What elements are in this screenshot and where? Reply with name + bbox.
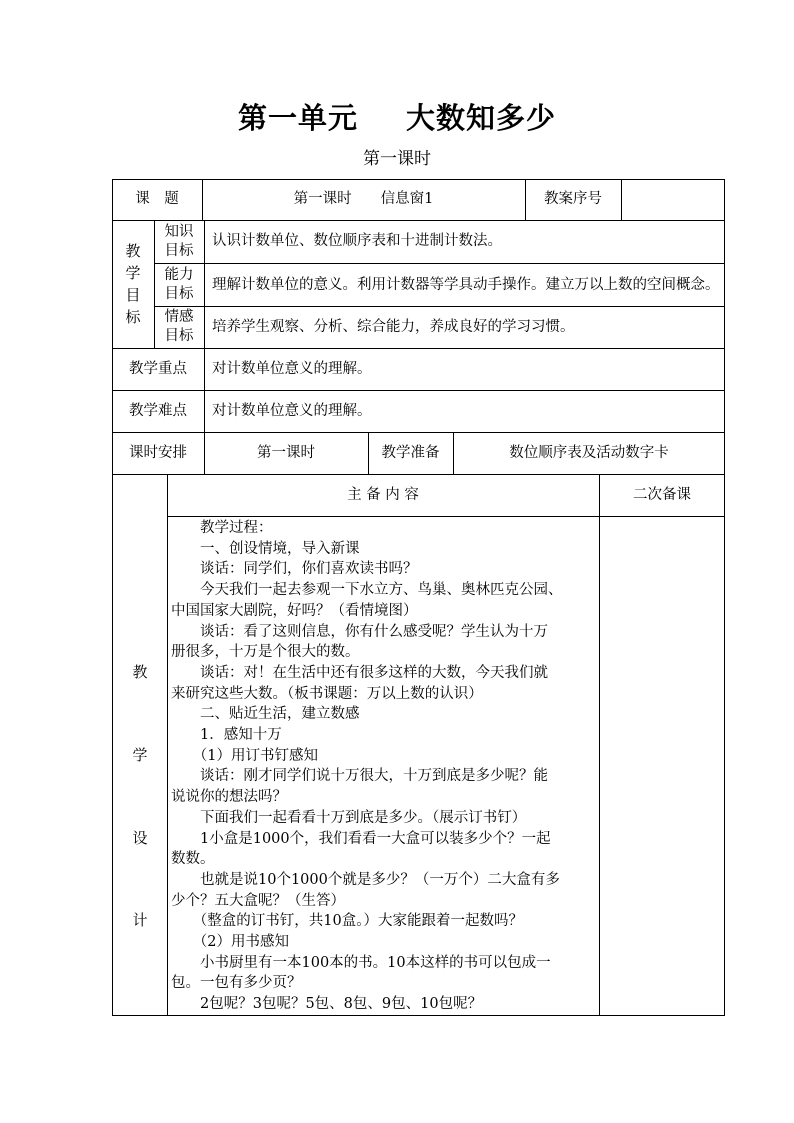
topic-label: 课 题 — [135, 191, 179, 207]
content-line: 数数。 — [171, 851, 215, 868]
schedule-label: 课时安排 — [129, 444, 187, 461]
goal-label-line: 情感 — [164, 309, 194, 325]
content-line: 册很多，十万是个很大的数。 — [171, 644, 360, 661]
ability-goal-text: 理解计数单位的意义。利用计数器等学具动手操作。建立万以上数的空间概念。 — [212, 276, 720, 293]
goals-label-char: 教 — [125, 242, 141, 260]
goal-label-line: 目标 — [164, 328, 194, 344]
goal-label-line: 目标 — [164, 242, 194, 259]
content-line: 1小盒是1000个，我们看看一大盒可以装多少个？一起 — [171, 830, 551, 847]
content-line: 教学过程： — [171, 520, 273, 536]
plan-number-value — [621, 179, 725, 220]
second-prep-value — [599, 516, 725, 556]
emotion-goal-text: 培养学生观察、分析、综合能力，养成良好的学习习惯。 — [212, 318, 575, 335]
design-label-char: 设 — [132, 829, 148, 847]
goal-label-line: 知识 — [164, 223, 194, 240]
ability-goal-label — [154, 263, 204, 306]
goal-label-line: 目标 — [164, 285, 194, 302]
difficulty-label: 教学难点 — [129, 402, 187, 419]
content-line: 说说你的想法吗？ — [171, 789, 287, 806]
content-line: 谈话：同学们，你们喜欢读书吗？ — [171, 561, 418, 578]
content-line: 少个？五大盒呢？（生答） — [171, 892, 345, 909]
design-label-char: 教 — [132, 663, 148, 681]
unit-title — [0, 96, 794, 140]
unit-title-part2: 大数知多少 — [406, 101, 557, 135]
prep-label: 教学准备 — [381, 444, 440, 461]
design-label-char: 学 — [132, 746, 148, 764]
content-line: 谈话：刚才同学们说十万很大，十万到底是多少呢？能 — [171, 768, 548, 785]
plan-number-label: 教案序号 — [544, 191, 602, 207]
goals-label-char: 标 — [125, 308, 141, 326]
content-line: 下面我们一起看看十万到底是多少。（展示订书钉） — [171, 809, 527, 826]
content-line: （1）用订书钉感知 — [171, 747, 318, 764]
content-line: 来研究这些大数。（板书课题：万以上数的认识） — [171, 685, 483, 702]
content-line: 2包呢？3包呢？5包、8包、9包、10包呢？ — [171, 996, 483, 1013]
design-label-char: 计 — [132, 911, 148, 929]
key-point-label: 教学重点 — [129, 360, 187, 377]
content-line: 一、创设情境，导入新课 — [171, 540, 360, 557]
content-line: 1．感知十万 — [171, 727, 282, 744]
main-content-body — [168, 518, 598, 1015]
content-line: 包。一包有多少页？ — [171, 975, 302, 992]
content-line: 谈话：看了这则信息，你有什么感受呢？学生认为十万 — [171, 623, 548, 640]
content-line: （2）用书感知 — [171, 934, 289, 951]
content-line: 也就是说10个1000个就是多少？（一万个）二大盒有多 — [171, 871, 560, 888]
goals-label-char: 学 — [125, 264, 141, 282]
schedule-value: 第一课时 — [257, 444, 315, 461]
goals-label-char: 目 — [125, 286, 141, 304]
goal-label-line: 能力 — [164, 266, 194, 283]
second-prep-header: 二次备课 — [633, 486, 691, 503]
emotion-goal-label — [154, 306, 204, 348]
knowledge-goal-text: 认识计数单位、数位顺序表和十进制计数法。 — [212, 233, 502, 249]
content-line: 二、贴近生活，建立数感 — [171, 706, 360, 723]
difficulty-value: 对计数单位意义的理解。 — [212, 402, 372, 419]
topic-value: 第一课时 信息窗1 — [293, 191, 434, 207]
content-line: 谈话：对！在生活中还有很多这样的大数，今天我们就 — [171, 664, 548, 681]
table-border-bottom — [112, 1015, 725, 1016]
prep-value: 数位顺序表及活动数字卡 — [509, 444, 669, 461]
content-line: 中国国家大剧院，好吗？（看情境图） — [171, 602, 418, 619]
unit-title-part1: 第一单元 — [237, 101, 358, 135]
main-content-header: 主 备 内 容 — [347, 486, 419, 503]
content-line: 今天我们一起去参观一下水立方、鸟巢、奥林匹克公园、 — [171, 582, 563, 599]
content-line: （整盒的订书钉，共10盒。）大家能跟着一起数吗？ — [171, 913, 523, 930]
content-line: 小书厨里有一本100本的书。10本这样的书可以包成一 — [171, 954, 551, 971]
knowledge-goal-label — [154, 220, 204, 263]
key-point-value: 对计数单位意义的理解。 — [212, 360, 372, 377]
lesson-subtitle: 第一课时 — [363, 149, 431, 169]
